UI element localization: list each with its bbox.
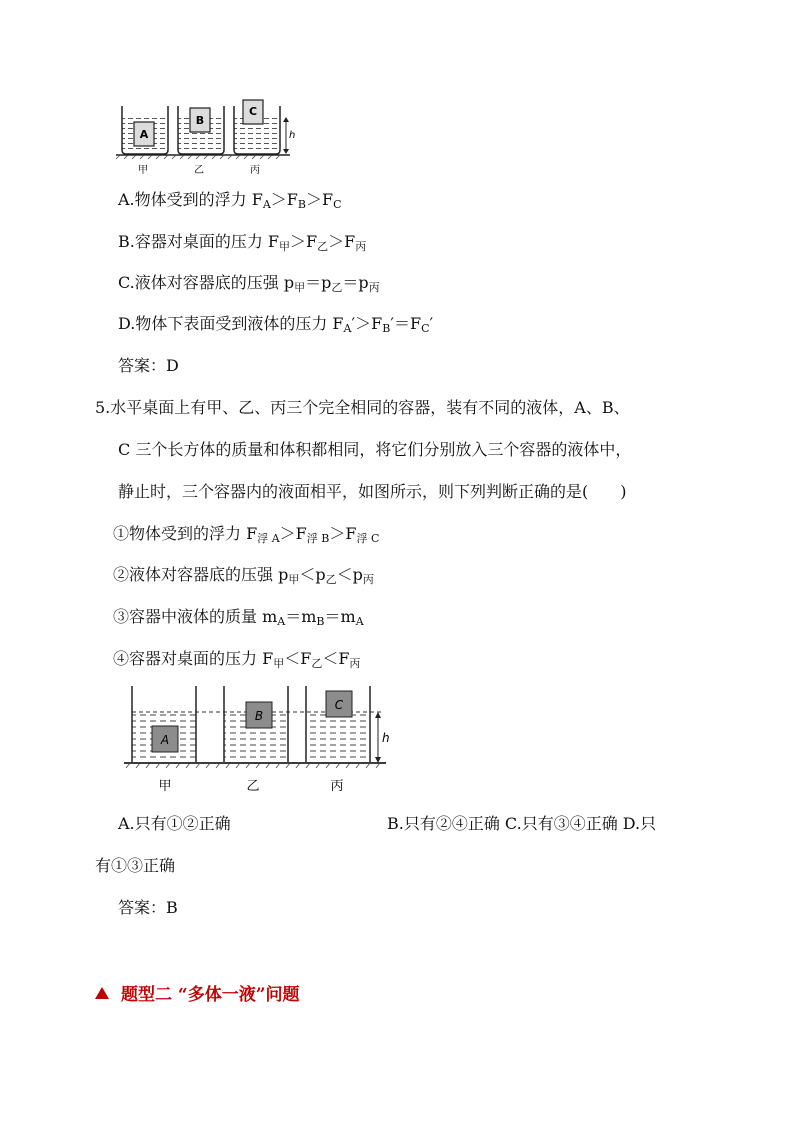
subscript: B [316,615,325,628]
q5-option-d-cont: 有①③正确 [95,856,176,875]
subscript: 丙 [362,573,374,586]
subscript: A [262,198,271,211]
subscript: 浮 B [306,532,330,545]
subscript: 丙 [368,281,380,294]
text: ③容器中液体的质量 m [113,607,278,626]
subscript: 甲 [279,240,291,253]
text: ＜F [322,649,350,668]
subscript: C [421,322,430,335]
text: ＜p [299,565,326,584]
q5-stem-line1: 5.水平桌面上有甲、乙、丙三个完全相同的容器，装有不同的液体，A、B、 [95,398,630,417]
subscript: 甲 [273,657,285,670]
text: ②液体对容器底的压强 p [113,565,289,584]
subscript: 乙 [325,573,337,586]
figure-three-containers [120,682,400,798]
block-c-label: C [248,105,258,118]
container-label-yi: 乙 [194,165,204,176]
text: B.容器对桌面的压力 F [118,232,280,251]
container-label-yi: 乙 [246,779,260,794]
subscript: 甲 [294,281,306,294]
block-a-label: A [139,128,149,141]
text: ＝m [285,607,317,626]
subscript: 乙 [317,240,329,253]
q5-statement-3 [113,606,364,633]
subscript: 丙 [355,240,367,253]
text: ＝p [342,273,369,292]
q5-statement-4 [113,648,360,675]
q5-option-a: A.只有①②正确 [118,814,231,833]
text: ′＝F [390,314,422,333]
subscript: 浮 A [257,532,280,545]
subscript: 丙 [349,657,361,670]
q5-option-bcd: B.只有②④正确 C.只有③④正确 D.只 [387,814,657,833]
container-label-jia: 甲 [138,165,148,176]
block-a-label: A [160,733,170,747]
subscript: A [343,322,352,335]
text: ＝m [324,607,356,626]
section-heading [95,980,299,1005]
triangle-icon [95,987,109,999]
block-c-label: C [334,698,344,712]
text: ＞F [290,232,318,251]
block-b-label: B [195,114,205,127]
text: ＞F [329,524,357,543]
q4-option-c [118,272,380,299]
text: ①物体受到的浮力 F [113,524,258,543]
figure-three-beakers-small [112,96,302,178]
h-label: h [289,130,296,141]
text: D.物体下表面受到液体的压力 F [118,314,344,333]
text: ′ [429,314,434,333]
q5-answer: 答案：B [118,898,178,917]
q4-option-a [118,189,342,216]
text: ④容器对桌面的压力 F [113,649,274,668]
subscript: A [277,615,286,628]
text: ＞F [328,232,356,251]
text: ＝p [305,273,332,292]
q4-answer: 答案：D [118,356,179,375]
text: ′＞F [351,314,383,333]
text: A.物体受到的浮力 F [118,190,263,209]
q5-stem-line2: C 三个长方体的质量和体积都相同，将它们分别放入三个容器的液体中， [118,440,632,459]
text: ＞F [270,190,298,209]
container-label-bing: 丙 [250,165,260,176]
q4-option-b [118,231,366,258]
h-label: h [382,731,390,745]
q4-option-d [118,313,433,340]
subscript: B [297,198,306,211]
q5-stem-line3: 静止时，三个容器内的液面相平，如图所示，则下列判断正确的是( ) [118,482,627,501]
text: C.液体对容器底的压强 p [118,273,295,292]
text: ＜p [336,565,363,584]
subscript: A [355,615,364,628]
q5-statement-2 [113,564,374,591]
subscript: 甲 [288,573,300,586]
container-label-bing: 丙 [330,779,344,794]
container-label-jia: 甲 [158,779,172,794]
q5-statement-1 [113,523,379,550]
text: ＞F [279,524,307,543]
subscript: 浮 C [356,532,380,545]
subscript: 乙 [331,281,343,294]
block-b-label: B [254,709,264,723]
subscript: B [382,322,391,335]
text: ＞F [306,190,334,209]
text: ＜F [284,649,312,668]
section-heading-text: 题型二 “多体一液”问题 [121,985,300,1005]
subscript: C [333,198,342,211]
subscript: 乙 [311,657,323,670]
